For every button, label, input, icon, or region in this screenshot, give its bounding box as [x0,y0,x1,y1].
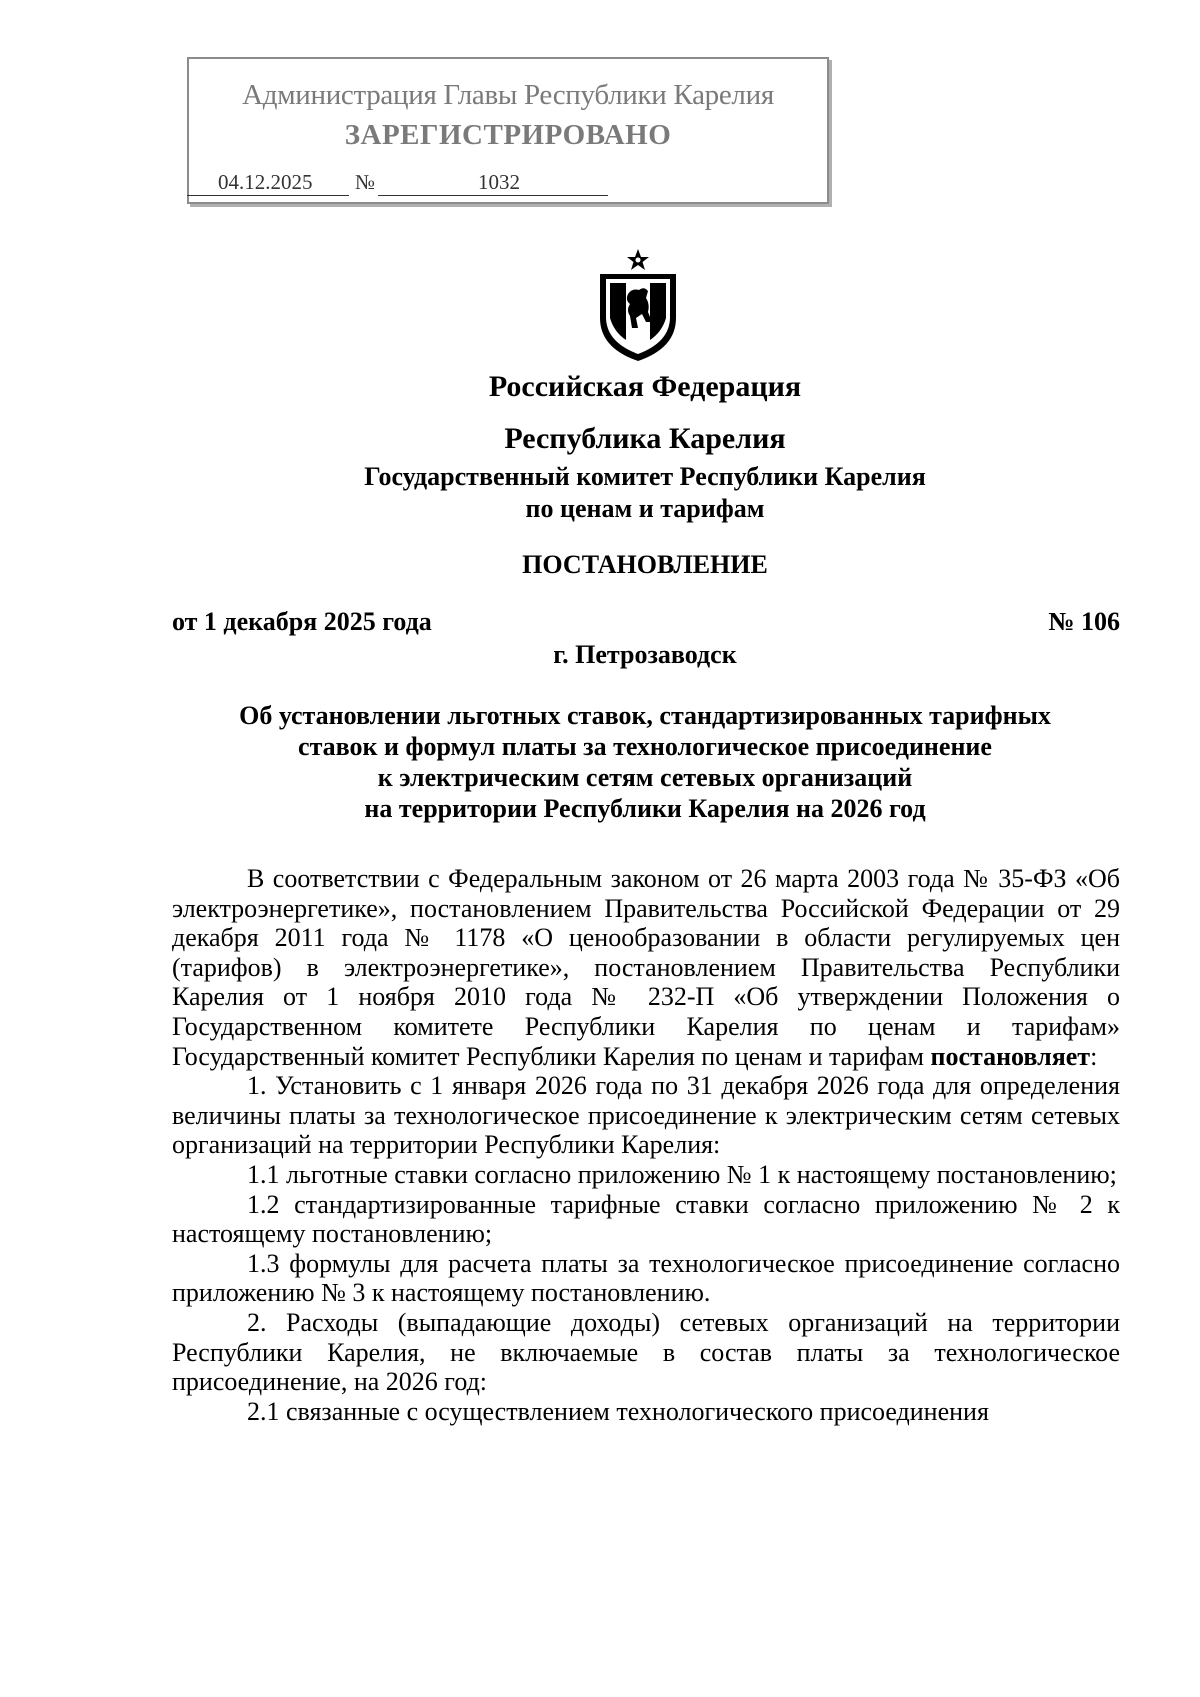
committee-line-2: по ценам и тарифам [525,494,765,523]
title-line: ставок и формул платы за технологическое присоединение [298,732,992,761]
committee-line-1: Государственный комитет Республики Карелия [364,462,926,491]
city: г. Петрозаводск [553,640,737,669]
stamp-status: ЗАРЕГИСТРИРОВАНО [344,119,672,151]
stamp-number: 1032 [478,170,520,194]
stamp-number-sign: № [355,170,376,194]
item-paragraph: 1.3 формулы для расчета платы за технологическое присоединение согласно приложению № 3 к настоящему постановлению. [172,1248,1120,1308]
title-line: к электрическим сетям сетевых организаций [377,763,913,792]
document-type: ПОСТАНОВЛЕНИЕ [522,550,768,579]
title-line: на территории Республики Карелия на 2026 год [364,794,926,823]
item-paragraph: 1. Установить с 1 января 2026 года по 31 декабря 2026 года для определения величины платы за технологическое присоединение к электрическим сетям сетевых организаций на территории Республики Карелия: [172,1071,1120,1160]
stamp-date: 04.12.2025 [218,170,313,194]
item-paragraph: 2. Расходы (выпадающие доходы) сетевых организаций на территории Республики Карелия, не включаемые в состав платы за технологическое присоединение, на 2026 год: [172,1307,1120,1397]
republic-name: Республика Карелия [504,422,786,455]
title-line: Об установлении льготных ставок, стандартизированных тарифных [239,701,1051,730]
preamble-text: В соответствии с Федеральным законом от 26 марта 2003 года № 35-ФЗ «Об электроэнергетике», постановлением Правительства Российской Федерации от 29 декабря 2011 года № 1178 «О ценообразовании в области регулируемых цен (тарифов) в электроэнергетике», постановлением Правительства Республики Карелия от 1 ноября 2010 года № 232-П «Об утверждении Положения о Государственном комитете Республики Карелия по ценам и тарифам» Государственный комитет Республики Карелия по ценам и тарифам [172,864,1120,1071]
document-number: № 106 [1048,607,1120,636]
stamp-date-underline [187,195,349,196]
date-number-line [172,607,1120,637]
item-paragraph: 1.2 стандартизированные тарифные ставки согласно приложению № 2 к настоящему постановлению; [172,1189,1120,1249]
decree-word: постановляет [930,1041,1091,1071]
document-title [150,700,1140,824]
item-paragraph: 1.1 льготные ставки согласно приложению № 1 к настоящему постановлению; [247,1159,1117,1189]
stamp-number-underline [378,195,608,196]
country-name: Российская Федерация [488,370,802,403]
decree-colon: : [1090,1041,1098,1071]
document-body [172,864,1120,1426]
document-date: от 1 декабря 2025 года [172,607,432,636]
preamble-paragraph [172,864,1120,1071]
item-paragraph: 2.1 связанные с осуществлением технологического присоединения [247,1396,989,1426]
karelia-coat-of-arms-icon [592,248,684,364]
stamp-organization: Администрация Главы Республики Карелия [242,79,774,111]
